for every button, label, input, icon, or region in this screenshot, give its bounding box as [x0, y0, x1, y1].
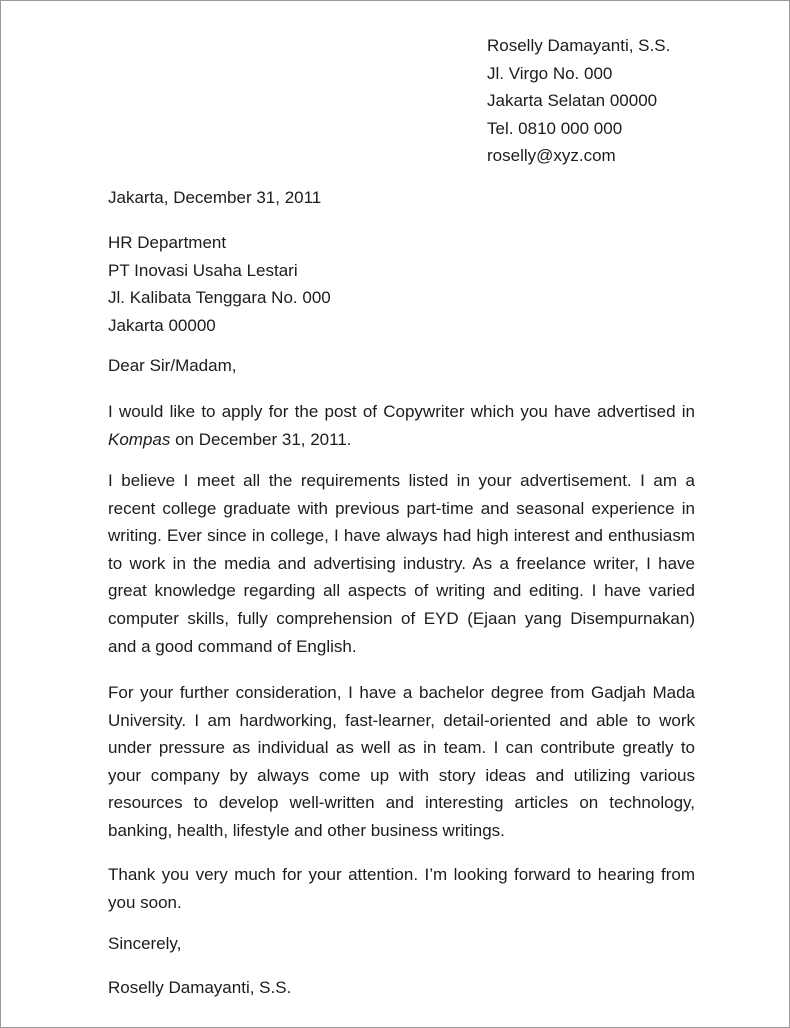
sender-city: Jakarta Selatan 00000	[487, 91, 658, 111]
sender-street: Jl. Virgo No. 000	[487, 63, 613, 83]
recipient-city: Jakarta 00000	[108, 315, 216, 335]
closing: Sincerely,	[108, 934, 182, 953]
salutation: Dear Sir/Madam,	[108, 356, 237, 375]
recipient-department: HR Department	[108, 233, 227, 252]
body-paragraph-thanks: Thank you very much for your attention. I’m looking forward to hearing from you soon.	[108, 865, 695, 912]
body-paragraph-qualifications: I believe I meet all the requirements listed in your advertisement. I am a recent college graduate with previous part-time and seasonal experience in writing. Ever since in college, I have always had high interest and enthusiasm to work in the media and advertising industry. As a freelance writer, I have great knowledge regarding all aspects of writing and editing. I have varied computer skills, fully comprehension of EYD (Ejaan yang Disempurnakan) and a good command of English.	[108, 471, 695, 656]
body-paragraph-intro	[108, 398, 695, 453]
sender-phone: Tel. 0810 000 000	[487, 118, 623, 138]
body-paragraph-education: For your further consideration, I have a bachelor degree from Gadjah Mada University. I am hardworking, fast-learner, detail-oriented and able to work under pressure as individual as well as in team. I can contribute greatly to your company by always come up with story ideas and utilizing various resources to develop well-written and interesting articles on technology, banking, health, lifestyle and other business writings.	[108, 683, 695, 840]
recipient-address-block	[108, 229, 331, 339]
publication-name: Kompas	[108, 429, 171, 449]
recipient-street: Jl. Kalibata Tenggara No. 000	[108, 288, 331, 308]
recipient-company: PT Inovasi Usaha Lestari	[108, 260, 298, 280]
signature-name: Roselly Damayanti, S.S.	[108, 978, 292, 997]
intro-date-text: on December 31, 2011.	[170, 429, 352, 449]
intro-text: I would like to apply for the post of Copywriter which you have advertised in	[108, 402, 695, 421]
sender-address-block	[487, 32, 670, 170]
sender-name: Roselly Damayanti, S.S.	[487, 36, 671, 55]
sender-email: roselly@xyz.com	[487, 146, 616, 166]
letter-date: Jakarta, December 31, 2011	[108, 188, 322, 207]
